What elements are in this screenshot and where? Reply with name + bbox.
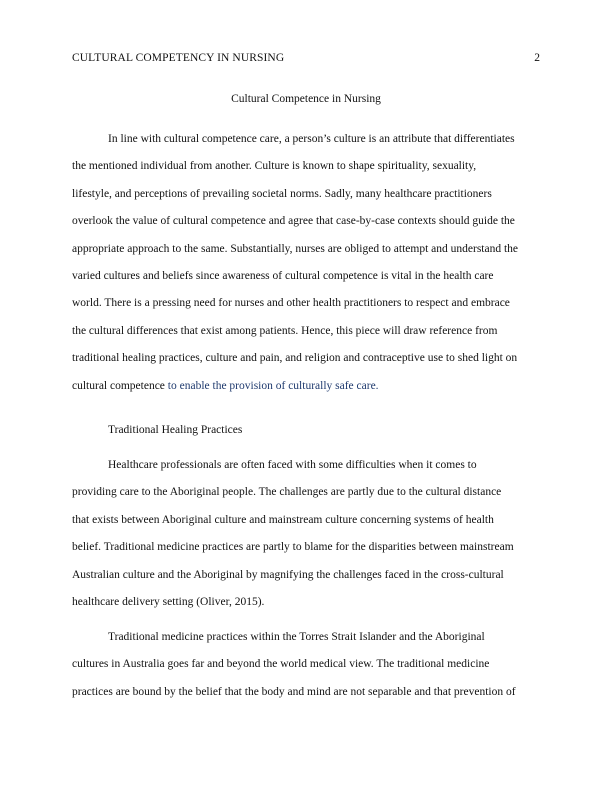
running-head: CULTURAL COMPETENCY IN NURSING	[72, 52, 285, 64]
document-title: Cultural Competence in Nursing	[231, 93, 381, 105]
page-header	[72, 50, 540, 66]
paragraph-line: that exists between Aboriginal culture and mainstream culture concerning systems of health	[72, 513, 494, 526]
paragraph-line: the cultural differences that exist among patients. Hence, this piece will draw reference from	[72, 324, 498, 337]
paragraph-line: lifestyle, and perceptions of prevailing societal norms. Sadly, many healthcare practitioners	[72, 187, 492, 200]
paragraph-line: traditional healing practices, culture and pain, and religion and contraceptive use to shed light on	[72, 352, 518, 365]
paragraph-line: belief. Traditional medicine practices are partly to blame for the disparities between mainstream	[72, 541, 514, 554]
paragraph-line: world. There is a pressing need for nurses and other health practitioners to respect and embrace	[72, 297, 510, 310]
page-number: 2	[534, 52, 540, 64]
paragraph-traditional-healing	[72, 452, 540, 616]
paragraph-line: healthcare delivery setting (Oliver, 2015).	[72, 595, 265, 608]
paragraph-line: Healthcare professionals are often faced with some difficulties when it comes to	[108, 459, 477, 471]
paragraph-line: the mentioned individual from another. Culture is known to shape spirituality, sexuality,	[72, 160, 477, 173]
paragraph-line-last	[72, 373, 540, 400]
paragraph-line: Australian culture and the Aboriginal by magnifying the challenges faced in the cross-cultural	[72, 568, 504, 581]
paragraph-line: providing care to the Aboriginal people. The challenges are partly due to the cultural distance	[72, 486, 502, 499]
section-heading: Traditional Healing Practices	[108, 424, 243, 436]
paragraph-line: cultures in Australia goes far and beyond the world medical view. The traditional medicine	[72, 658, 490, 671]
paragraph-medicine-practices	[72, 624, 540, 706]
paragraph-line: Traditional medicine practices within the Torres Strait Islander and the Aboriginal	[108, 631, 485, 643]
highlighted-text: to enable the provision of culturally safe care.	[164, 379, 379, 392]
intro-paragraph	[72, 126, 540, 400]
paragraph-line: varied cultures and beliefs since awareness of cultural competence is vital in the health care	[72, 269, 494, 282]
paragraph-line: practices are bound by the belief that the body and mind are not separable and that prevention of	[72, 685, 516, 698]
paragraph-line: In line with cultural competence care, a person’s culture is an attribute that differentiates	[108, 133, 515, 145]
paragraph-line: appropriate approach to the same. Substantially, nurses are obliged to attempt and understand the	[72, 242, 519, 255]
plain-text: cultural competence	[72, 379, 165, 392]
paragraph-line: overlook the value of cultural competence and agree that case-by-case contexts should guide the	[72, 215, 515, 228]
